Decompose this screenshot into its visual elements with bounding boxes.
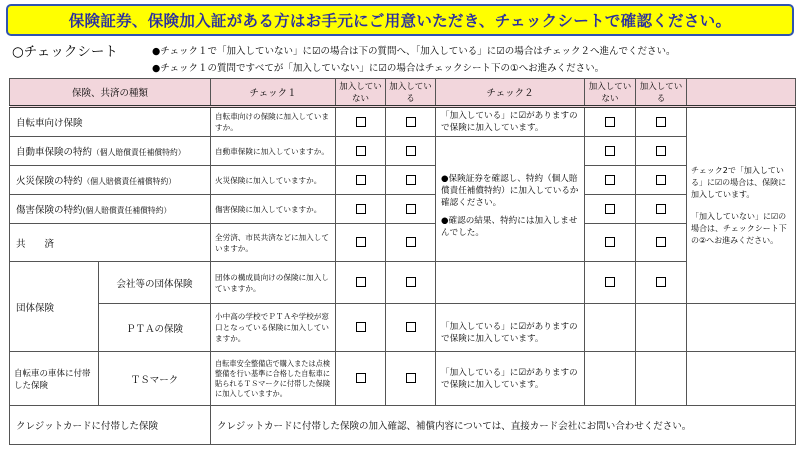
label-fire [10,166,211,195]
checkbox-icon[interactable] [356,175,366,185]
header-not-enrolled-1: 加入していない [336,79,386,107]
check2-bicycle-note: 「加入している」に☑がありますので保険に加入しています。 [436,107,585,137]
side-ts-blank [687,352,796,406]
header-blank [687,79,796,107]
cb-company-yes[interactable] [386,262,436,304]
label-injury-sub: (個人賠償責任補償特約） [82,206,172,215]
cb-company-not[interactable] [336,262,386,304]
instruction-note-2: ●チェック１の質問ですべてが「加入していない」に☑の場合はチェックシート下の①へお進みください。 [152,63,605,74]
cb2-pta-blank-1 [585,304,636,352]
check1-pta: 小中高の学校でＰＴＡや学校が窓口となっている保険に加入していますか。 [211,304,336,352]
cb-fire-not[interactable] [336,166,386,195]
label-credit: クレジットカードに付帯した保険 [10,406,211,445]
checkbox-icon[interactable] [406,204,416,214]
side-note-1: チェック2で「加入している」に☑の場合は、保険に加入しています。 [691,165,787,199]
checkbox-icon[interactable] [656,237,666,247]
cb-pta-not[interactable] [336,304,386,352]
checkbox-icon[interactable] [406,146,416,156]
credit-text: クレジットカードに付帯した保険の加入確認、補償内容については、直接カード会社にお問い合わせください。 [211,406,796,445]
cb-auto-yes[interactable] [386,137,436,166]
label-auto [10,137,211,166]
cb-injury-yes[interactable] [386,195,436,224]
cb2-injury-not[interactable] [585,195,636,224]
checkbox-icon[interactable] [605,237,615,247]
cb2-bicycle-not[interactable] [585,107,636,137]
checkbox-icon[interactable] [605,204,615,214]
row-kyosai [10,224,796,262]
cb2-fire-yes[interactable] [636,166,687,195]
checkbox-icon[interactable] [656,146,666,156]
checkbox-icon[interactable] [605,146,615,156]
check1-fire: 火災保険に加入していますか。 [211,166,336,195]
label-fire-sub: （個人賠償責任補償特約） [82,177,177,186]
cb2-ts-blank-2 [636,352,687,406]
cb-auto-not[interactable] [336,137,386,166]
cb2-bicycle-yes[interactable] [636,107,687,137]
checkbox-icon[interactable] [406,175,416,185]
label-fire-main: 火災保険の特約 [16,176,83,187]
side-note-2: 「加入していない」に☑の場合は、チェックシート下の②へお進みください。 [691,211,787,245]
cb-bicycle-yes[interactable] [386,107,436,137]
check1-auto: 自動車保険に加入していますか。 [211,137,336,166]
row-fire [10,166,796,195]
row-company-group [10,262,796,304]
instruction-note-1: ●チェック１で「加入していない」に☑の場合は下の質問へ、「加入している」に☑の場合はチェック２へ進んでください。 [152,46,676,57]
label-bicycle: 自転車向け保険 [10,107,211,137]
check1-bicycle: 自転車向けの保険に加入していますか。 [211,107,336,137]
check2-pta-note: 「加入している」に☑がありますので保険に加入しています。 [436,304,585,352]
row-pta [10,304,796,352]
header-row [10,79,796,107]
checkbox-icon[interactable] [406,277,416,287]
cb2-fire-not[interactable] [585,166,636,195]
checkbox-icon[interactable] [356,117,366,127]
label-injury-main: 傷害保険の特約 [16,205,83,216]
cb2-kyosai-not[interactable] [585,224,636,262]
cb2-kyosai-yes[interactable] [636,224,687,262]
label-ts: ＴＳマーク [99,352,211,406]
checkbox-icon[interactable] [406,237,416,247]
row-injury [10,195,796,224]
cb2-ts-blank-1 [585,352,636,406]
checksheet-table [9,78,796,445]
check1-company-group: 団体の構成員向けの保険に加入していますか。 [211,262,336,304]
row-ts [10,352,796,406]
checkbox-icon[interactable] [406,322,416,332]
checkbox-icon[interactable] [356,277,366,287]
cb-bicycle-not[interactable] [336,107,386,137]
checkbox-icon[interactable] [656,117,666,127]
side-pta-blank [687,304,796,352]
label-injury [10,195,211,224]
row-bicycle [10,107,796,137]
check2-ts-note: 「加入している」に☑がありますので保険に加入しています。 [436,352,585,406]
header-enrolled-2: 加入している [636,79,687,107]
instruction-banner: 保険証券、保険加入証がある方はお手元にご用意いただき、チェックシートで確認ください。 [6,4,794,36]
checkbox-icon[interactable] [656,204,666,214]
checkbox-icon[interactable] [605,175,615,185]
sheet-title: ○チェックシート [12,44,118,60]
header-not-enrolled-2: 加入していない [585,79,636,107]
cb-injury-not[interactable] [336,195,386,224]
check2-confirm [436,137,585,262]
checkbox-icon[interactable] [406,373,416,383]
check1-kyosai: 全労済、市民共済などに加入していますか。 [211,224,336,262]
label-ts-group: 自転車の車体に付帯した保険 [10,352,99,406]
checkbox-icon[interactable] [356,146,366,156]
header-check2: チェック２ [436,79,585,107]
checkbox-icon[interactable] [605,277,615,287]
checkbox-icon[interactable] [605,117,615,127]
cb-kyosai-not[interactable] [336,224,386,262]
checkbox-icon[interactable] [656,277,666,287]
check2-confirm-2: ●確認の結果、特約には加入しませんでした。 [441,216,578,238]
checkbox-icon[interactable] [406,117,416,127]
check1-injury: 傷害保険に加入していますか。 [211,195,336,224]
cb2-company-yes[interactable] [636,262,687,304]
cb-pta-yes[interactable] [386,304,436,352]
header-type: 保険、共済の種類 [10,79,211,107]
label-auto-sub: （個人賠償責任補償特約） [92,148,186,157]
checkbox-icon[interactable] [356,373,366,383]
cb2-pta-blank-2 [636,304,687,352]
cb-ts-yes[interactable] [386,352,436,406]
cb-ts-not[interactable] [336,352,386,406]
label-auto-main: 自動車保険の特約 [16,147,93,158]
check1-ts: 自転車安全整備店で購入または点検整備を行い基準に合格した自転車に貼られるＴＳマークに付帯した保険に加入していますか。 [211,352,336,406]
side-note [687,107,796,304]
cb2-company-not[interactable] [585,262,636,304]
checkbox-icon[interactable] [656,175,666,185]
label-kyosai: 共 済 [10,224,211,262]
label-pta: ＰＴＡの保険 [99,304,211,352]
cb-kyosai-yes[interactable] [386,224,436,262]
cb-fire-yes[interactable] [386,166,436,195]
row-credit [10,406,796,445]
checkbox-icon[interactable] [356,322,366,332]
check2-company-blank [436,262,585,304]
check2-confirm-1: ●保険証券を確認し、特約（個人賠償責任補償特約）に加入しているか確認ください。 [441,174,579,208]
cb2-auto-not[interactable] [585,137,636,166]
checkbox-icon[interactable] [356,204,366,214]
header-check1: チェック１ [211,79,336,107]
checkbox-icon[interactable] [356,237,366,247]
label-group: 団体保険 [10,262,99,352]
cb2-auto-yes[interactable] [636,137,687,166]
row-auto [10,137,796,166]
label-company-group: 会社等の団体保険 [99,262,211,304]
cb2-injury-yes[interactable] [636,195,687,224]
header-enrolled-1: 加入している [386,79,436,107]
